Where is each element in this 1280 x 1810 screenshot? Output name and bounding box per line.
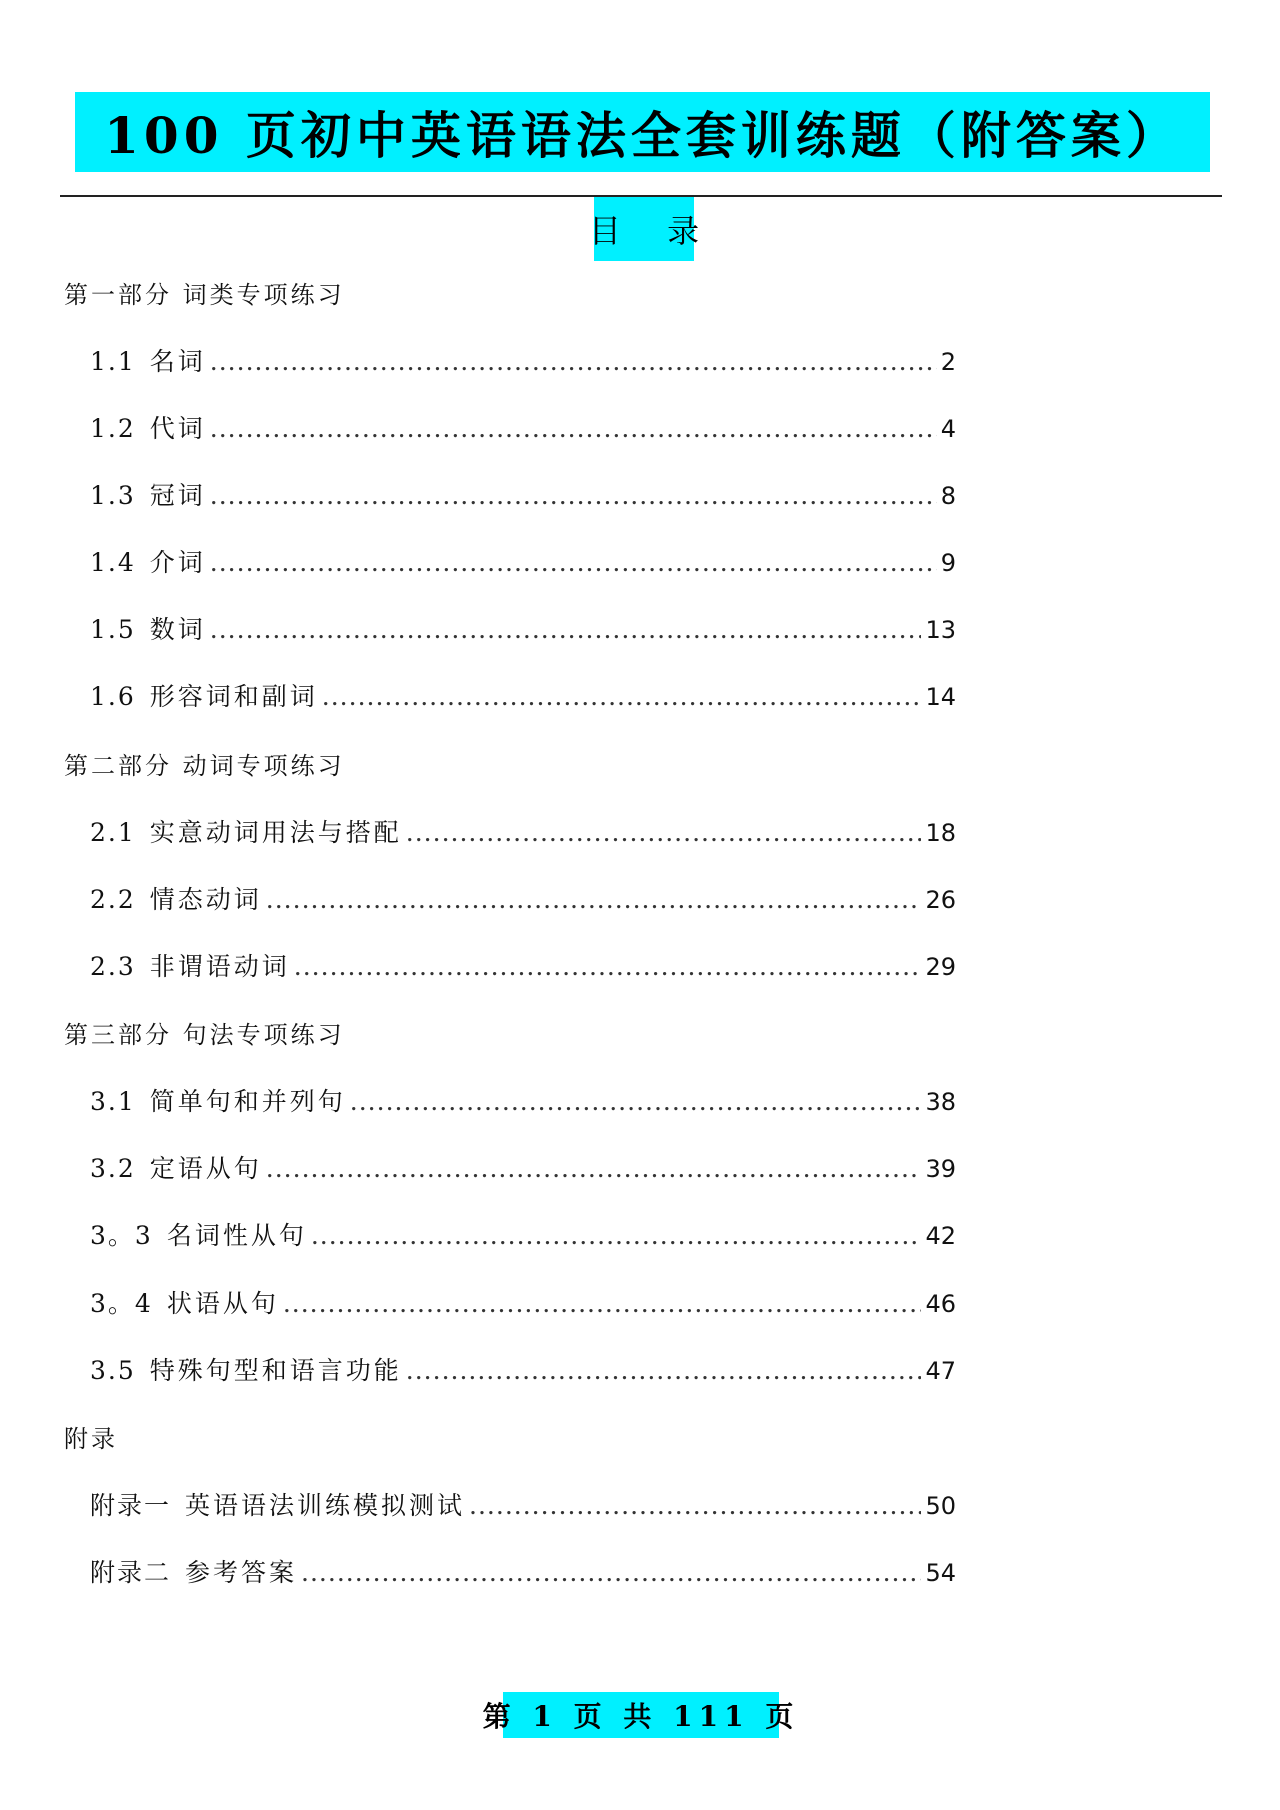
dot-leader	[210, 345, 937, 379]
entry-number: 3.5	[90, 1356, 136, 1385]
part-3-heading: 第三部分 句法专项练习	[64, 1021, 345, 1049]
toc-entry-2-2[interactable]	[90, 883, 956, 917]
entry-page: 46	[925, 1290, 956, 1318]
dot-leader	[469, 1489, 921, 1523]
entry-page: 26	[925, 886, 956, 914]
appendix-heading: 附录	[64, 1425, 118, 1453]
entry-page: 13	[925, 616, 956, 644]
part-2-heading: 第二部分 动词专项练习	[64, 752, 345, 780]
dot-leader	[210, 479, 937, 513]
entry-label: 情态动词	[149, 885, 262, 914]
title-highlight	[75, 92, 1210, 172]
entry-label: 名词性从句	[166, 1221, 307, 1250]
part-1-heading: 第一部分 词类专项练习	[64, 281, 345, 309]
entry-number: 1.6	[90, 682, 136, 711]
toc-entry-1-5[interactable]	[90, 613, 956, 647]
entry-label: 状语从句	[166, 1289, 279, 1318]
toc-entry-appendix-2[interactable]	[90, 1556, 956, 1590]
page-footer: 第 1 页 共 111 页	[482, 1700, 800, 1733]
entry-label: 简单句和并列句	[149, 1087, 346, 1116]
entry-label: 定语从句	[149, 1154, 262, 1183]
dot-leader	[406, 816, 922, 850]
toc-entry-3-4[interactable]	[90, 1287, 956, 1321]
entry-label: 数词	[149, 615, 206, 644]
dot-leader	[210, 412, 937, 446]
dot-leader	[266, 1152, 922, 1186]
toc-heading-highlight	[588, 197, 718, 261]
toc-entry-1-2[interactable]	[90, 412, 956, 446]
entry-page: 14	[925, 683, 956, 711]
toc-entry-3-5[interactable]	[90, 1354, 956, 1388]
entry-label: 参考答案	[185, 1558, 298, 1587]
entry-number: 1.1	[90, 347, 136, 376]
toc-entry-1-4[interactable]	[90, 546, 956, 580]
entry-page: 50	[925, 1492, 956, 1520]
entry-page: 29	[925, 953, 956, 981]
entry-number: 2.1	[90, 818, 136, 847]
toc-entry-2-1[interactable]	[90, 816, 956, 850]
entry-label: 形容词和副词	[149, 682, 318, 711]
entry-number: 1.5	[90, 615, 136, 644]
entry-page: 54	[925, 1559, 956, 1587]
entry-label: 实意动词用法与搭配	[149, 818, 402, 847]
entry-page: 47	[925, 1357, 956, 1385]
entry-number: 3.1	[90, 1087, 136, 1116]
entry-page: 8	[940, 482, 956, 510]
entry-number: 3。4	[90, 1289, 153, 1318]
entry-number: 附录二	[90, 1558, 172, 1587]
entry-number: 1.4	[90, 548, 136, 577]
dot-leader	[266, 883, 922, 917]
toc-entry-2-3[interactable]	[90, 950, 956, 984]
entry-page: 38	[925, 1088, 956, 1116]
dot-leader	[322, 680, 922, 714]
dot-leader	[406, 1354, 922, 1388]
dot-leader	[294, 950, 922, 984]
toc-entry-1-6[interactable]	[90, 680, 956, 714]
entry-label: 特殊句型和语言功能	[149, 1356, 402, 1385]
entry-label: 非谓语动词	[149, 952, 290, 981]
entry-page: 4	[940, 415, 956, 443]
dot-leader	[210, 613, 922, 647]
dot-leader	[311, 1219, 922, 1253]
entry-number: 3.2	[90, 1154, 136, 1183]
toc-entry-3-3[interactable]	[90, 1219, 956, 1253]
dot-leader	[301, 1556, 921, 1590]
toc-entry-1-1[interactable]	[90, 345, 956, 379]
toc-entry-appendix-1[interactable]	[90, 1489, 956, 1523]
entry-label: 介词	[149, 548, 206, 577]
entry-label: 代词	[149, 414, 206, 443]
document-title: 100 页初中英语语法全套训练题（附答案）	[104, 106, 1181, 165]
dot-leader	[210, 546, 937, 580]
entry-page: 18	[925, 819, 956, 847]
footer-highlight	[482, 1692, 800, 1738]
entry-label: 名词	[149, 347, 206, 376]
entry-number: 3。3	[90, 1221, 153, 1250]
entry-number: 2.3	[90, 952, 136, 981]
entry-page: 39	[925, 1155, 956, 1183]
entry-page: 42	[925, 1222, 956, 1250]
entry-number: 附录一	[90, 1491, 172, 1520]
entry-page: 9	[940, 549, 956, 577]
toc-entry-3-1[interactable]	[90, 1085, 956, 1119]
entry-label: 冠词	[149, 481, 206, 510]
toc-heading: 目 录	[588, 212, 718, 250]
entry-number: 2.2	[90, 885, 136, 914]
entry-number: 1.3	[90, 481, 136, 510]
entry-page: 2	[940, 348, 956, 376]
entry-label: 英语语法训练模拟测试	[185, 1491, 466, 1520]
dot-leader	[283, 1287, 922, 1321]
entry-number: 1.2	[90, 414, 136, 443]
toc-entry-1-3[interactable]	[90, 479, 956, 513]
toc-entry-3-2[interactable]	[90, 1152, 956, 1186]
dot-leader	[350, 1085, 922, 1119]
